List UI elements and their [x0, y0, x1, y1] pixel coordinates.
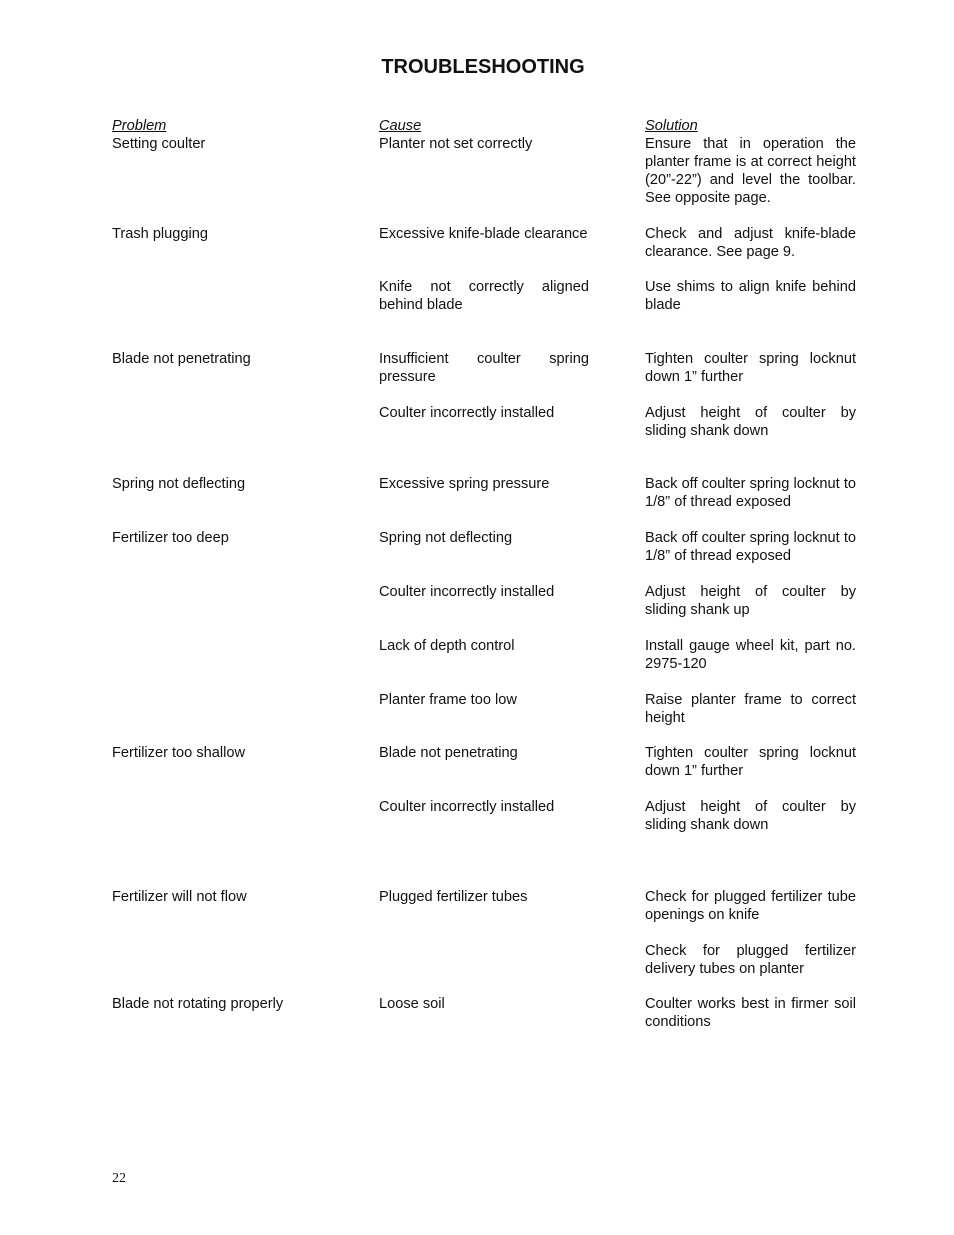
solution-cell: Check and adjust knife-blade clearance. See page 9.: [645, 226, 856, 260]
cause-cell: Plugged fertilizer tubes: [379, 889, 528, 905]
problem-cell: Setting coulter: [112, 136, 206, 152]
cause-cell: Excessive knife-blade clearance: [379, 226, 588, 242]
solution-cell: Check for plugged fertilizer tube openings on knife: [645, 889, 856, 923]
problem-cell: Trash plugging: [112, 226, 208, 242]
header-cause: Cause: [379, 118, 422, 134]
solution-cell: Install gauge wheel kit, part no. 2975-120: [645, 638, 856, 672]
problem-cell: Blade not penetrating: [112, 351, 251, 367]
page-title: TROUBLESHOOTING: [381, 56, 585, 78]
cause-cell: Insufficient coulter spring pressure: [379, 351, 589, 385]
header-problem: Problem: [112, 118, 167, 134]
solution-cell: Adjust height of coulter by sliding shank up: [645, 584, 856, 618]
solution-cell: Ensure that in operation the planter frame is at correct height (20”-22”) and level the toolbar. See opposite page.: [645, 136, 856, 206]
problem-cell: Spring not deflecting: [112, 476, 246, 492]
cause-cell: Planter not set correctly: [379, 136, 533, 152]
solution-cell: Adjust height of coulter by sliding shank down: [645, 405, 856, 439]
solution-cell: Tighten coulter spring locknut down 1” further: [645, 351, 856, 385]
cause-cell: Loose soil: [379, 996, 445, 1012]
problem-cell: Blade not rotating properly: [112, 996, 284, 1012]
cause-cell: Coulter incorrectly installed: [379, 584, 555, 600]
solution-cell: Back off coulter spring locknut to 1/8” of thread exposed: [645, 476, 856, 510]
page-number: 22: [112, 1171, 126, 1186]
cause-cell: Coulter incorrectly installed: [379, 405, 555, 421]
problem-cell: Fertilizer too shallow: [112, 745, 246, 761]
solution-cell: Tighten coulter spring locknut down 1” further: [645, 745, 856, 779]
solution-cell: Check for plugged fertilizer delivery tubes on planter: [645, 943, 856, 977]
cause-cell: Planter frame too low: [379, 692, 517, 708]
cause-cell: Coulter incorrectly installed: [379, 799, 555, 815]
solution-cell: Adjust height of coulter by sliding shank down: [645, 799, 856, 833]
cause-cell: Spring not deflecting: [379, 530, 513, 546]
header-solution: Solution: [645, 118, 698, 134]
cause-cell: Blade not penetrating: [379, 745, 518, 761]
solution-cell: Coulter works best in firmer soil conditions: [645, 996, 856, 1030]
solution-cell: Back off coulter spring locknut to 1/8” of thread exposed: [645, 530, 856, 564]
problem-cell: Fertilizer will not flow: [112, 889, 247, 905]
cause-cell: Excessive spring pressure: [379, 476, 550, 492]
solution-cell: Raise planter frame to correct height: [645, 692, 856, 726]
cause-cell: Lack of depth control: [379, 638, 515, 654]
cause-cell: Knife not correctly aligned behind blade: [379, 279, 589, 313]
problem-cell: Fertilizer too deep: [112, 530, 229, 546]
solution-cell: Use shims to align knife behind blade: [645, 279, 856, 313]
